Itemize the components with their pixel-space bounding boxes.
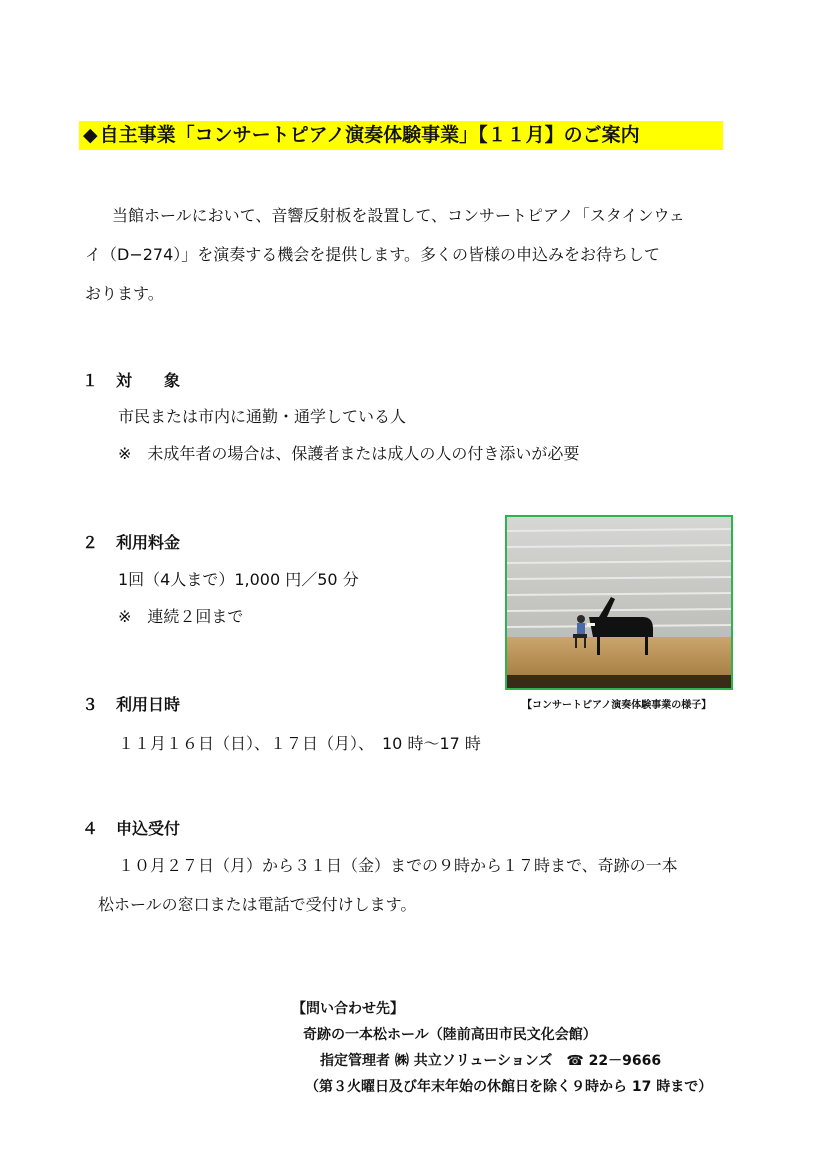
photo-caption: 【コンサートピアノ演奏体験事業の様子】 (522, 700, 712, 711)
intro-line-2: イ（D−274）」を演奏する機会を提供します。多くの皆様の申込みをお待ちして (85, 245, 660, 264)
section-number: ４ (82, 819, 99, 838)
section-2-heading (82, 532, 180, 554)
section-1-line-2: ※ 未成年者の場合は、保護者または成人の人の付き添いが必要 (118, 444, 580, 463)
intro-line-3: おります。 (85, 284, 164, 303)
section-1-heading (82, 370, 180, 392)
contact-venue: 奇跡の一本松ホール（陸前高田市民文化会館） (303, 1027, 597, 1043)
section-title: 利用日時 (116, 695, 181, 714)
concert-photo (505, 515, 733, 690)
section-4-heading (82, 818, 180, 840)
section-3-line-1: １１月１６日（日）、１７日（月）、 10 時〜17 時 (118, 734, 481, 753)
contact-manager: 指定管理者 ㈱ 共立ソリューションズ ☎ 22－9666 (320, 1053, 662, 1069)
stage-illustration (507, 517, 731, 688)
section-2-line-2: ※ 連続２回まで (118, 607, 244, 626)
page-title-text: 自主事業「コンサートピアノ演奏体験事業」【１１月】のご案内 (99, 124, 640, 146)
section-title: 利用料金 (116, 533, 181, 552)
section-number: ２ (82, 533, 99, 552)
section-2-line-1: 1回（4人まで）1,000 円／50 分 (118, 570, 359, 589)
page-title (79, 121, 723, 150)
section-number: １ (82, 371, 99, 390)
section-4-line-2: 松ホールの窓口または電話で受付けします。 (98, 895, 417, 914)
section-3-heading (82, 694, 180, 716)
diamond-icon: ◆ (83, 124, 98, 146)
section-number: ３ (82, 695, 99, 714)
contact-hours: （第３火曜日及び年末年始の休館日を除く９時から 17 時まで） (305, 1079, 713, 1095)
intro-line-1: 当館ホールにおいて、音響反射板を設置して、コンサートピアノ「スタインウェ (112, 206, 685, 225)
section-title: 申込受付 (116, 819, 181, 838)
section-4-line-1: １０月２７日（月）から３１日（金）までの９時から１７時まで、奇跡の一本 (118, 856, 678, 875)
section-1-line-1: 市民または市内に通勤・通学している人 (118, 407, 407, 426)
section-title: 対 象 (116, 371, 181, 390)
contact-header: 【問い合わせ先】 (292, 1001, 404, 1017)
